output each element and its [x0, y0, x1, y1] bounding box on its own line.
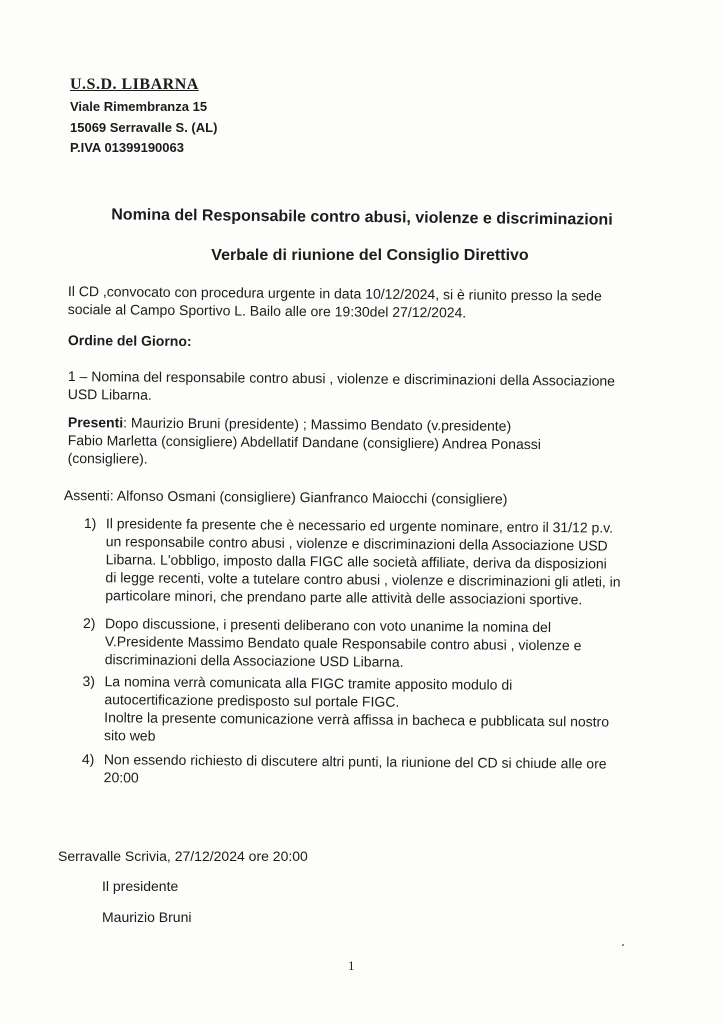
list-item-line: Inoltre la presente comunicazione verrà affissa in bacheca e pubblicata sul nostro [104, 709, 610, 730]
list-item-line: La nomina verrà comunicata alla FIGC tramite apposito modulo di [104, 673, 513, 693]
present-line-2: Fabio Marletta (consigliere) Abdellatif Dandane (consigliere) Andrea Ponassi [67, 431, 541, 453]
document-title: Nomina del Responsabile contro abusi, violenze e discriminazioni [111, 206, 613, 229]
list-item-line: di legge recenti, volte a tutelare contro abusi , violenze e discriminazioni gli atleti, in [105, 569, 621, 590]
scan-speck [622, 944, 624, 946]
list-item-text [104, 750, 660, 791]
intro-paragraph [68, 282, 658, 323]
list-item [83, 514, 664, 608]
org-address-city: 15069 Serravalle S. (AL) [70, 120, 218, 135]
document-subtitle: Verbale di riunione del Consiglio Direttivo [211, 247, 529, 264]
absent-members: Assenti: Alfonso Osmani (consigliere) Gianfranco Maiocchi (consigliere) [63, 486, 508, 507]
agenda-item [68, 367, 658, 408]
list-item-line: 20:00 [103, 769, 139, 786]
intro-line-2: sociale al Campo Sportivo L. Bailo alle ore 19:30del 27/12/2024. [67, 300, 467, 321]
list-item-line: Non essendo richiesto di discutere altri punti, la riunione del CD si chiude alle ore [103, 751, 607, 772]
list-item-text [105, 514, 662, 609]
list-item-text [105, 614, 661, 673]
org-name: U.S.D. LIBARNA [70, 76, 199, 93]
list-item [82, 672, 663, 744]
intro-line-1: Il CD ,convocato con procedura urgente in data 10/12/2024, si è riunito presso la sede [67, 282, 602, 304]
closing-place-date: Serravalle Scrivia, 27/12/2024 ore 20:00 [58, 848, 308, 864]
agenda-heading: Ordine del Giorno: [67, 331, 192, 350]
list-item-line: un responsabile contro abusi , violenze e discriminazioni della Associazione USD [105, 533, 608, 554]
agenda-line-2: USD Libarna. [67, 385, 152, 403]
present-label: Presenti [67, 413, 124, 431]
present-list-start: : Maurizio Bruni (presidente) ; Massimo Bendato (v.presidente) [123, 414, 512, 434]
present-line-3: (consigliere). [67, 449, 148, 467]
list-item [82, 614, 663, 670]
signature-role: Il presidente [102, 878, 179, 894]
list-item-number: 3) [82, 672, 96, 690]
list-item-number: 4) [81, 750, 95, 768]
org-vat-number: P.IVA 01399190063 [70, 140, 184, 155]
list-item-line: autocertificazione predisposto sul portale FIGC. [104, 691, 400, 710]
list-item-line: Dopo discussione, i presenti deliberano con voto unanime la nomina del [104, 615, 552, 636]
list-item [81, 750, 662, 786]
list-item-line: discriminazioni della Associazione USD Libarna. [104, 651, 404, 670]
list-item-number: 1) [83, 514, 97, 532]
present-members [68, 413, 658, 472]
list-item-number: 2) [82, 614, 96, 632]
agenda-line-1: 1 – Nomina del responsabile contro abusi , violenze e discriminazioni della Associazione [67, 367, 616, 389]
org-address-street: Viale Rimembranza 15 [70, 99, 208, 114]
list-item-line: V.Presidente Massimo Bendato quale Responsabile contro abusi , violenze e [104, 633, 582, 654]
signature-name: Maurizio Bruni [102, 909, 192, 925]
page-number: 1 [348, 958, 355, 973]
list-item-line: Libarna. L'obbligo, imposto dalla FIGC alle società affiliate, deriva da disposizioni [105, 551, 607, 572]
list-item-line: particolare minori, che prendano parte alle attività delle associazioni sportive. [105, 587, 583, 608]
list-item-line: Il presidente fa presente che è necessario ed urgente nominare, entro il 31/12 p.v. [105, 515, 614, 536]
list-item-text [104, 672, 661, 749]
list-item-line: sito web [104, 727, 156, 744]
resolution-list [81, 514, 664, 786]
